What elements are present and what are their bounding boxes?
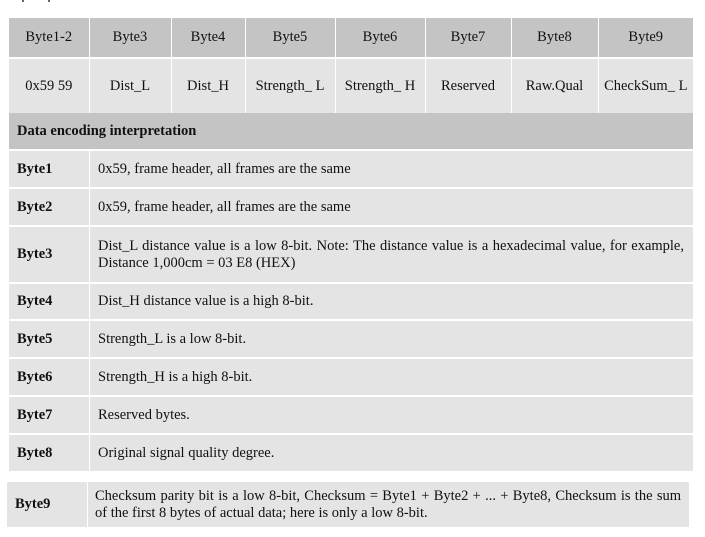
row-description xyxy=(90,359,693,395)
table-row xyxy=(9,359,693,395)
row-description xyxy=(90,189,693,225)
header-cell: Byte7 xyxy=(425,18,511,58)
row-description xyxy=(90,284,693,319)
value-cell: Reserved xyxy=(425,58,511,114)
row-description xyxy=(90,151,693,187)
row-text: Checksum parity bit is a low 8-bit, Checksum = Byte1 + Byte2 + ... + Byte8, Checksum is the sum of the first 8 bytes of actual data; here is only a low 8-bit. xyxy=(95,487,681,521)
row-text: Dist_L distance value is a low 8-bit. Note: The distance value is a hexadecimal value, for example, Distance 1,000cm = 03 E8 (HEX) xyxy=(98,237,684,271)
row-description xyxy=(88,482,689,527)
row-key: Byte3 xyxy=(9,227,90,282)
table-row xyxy=(9,321,693,357)
value-cell: Raw.Qual xyxy=(511,58,598,114)
header-cell: Byte5 xyxy=(245,18,335,58)
header-cell: Byte3 xyxy=(89,18,171,58)
row-text: Reserved bytes. xyxy=(98,406,190,423)
byte-header-row xyxy=(9,18,693,58)
row-key: Byte9 xyxy=(7,482,88,527)
table-row xyxy=(9,435,693,471)
table-row xyxy=(9,397,693,433)
row-text: Dist_H distance value is a high 8-bit. xyxy=(98,293,314,309)
row-text: 0x59, frame header, all frames are the same xyxy=(98,198,351,215)
header-cell: Byte1-2 xyxy=(9,18,89,58)
row-description xyxy=(90,321,693,357)
row-key: Byte6 xyxy=(9,359,90,395)
value-cell: 0x59 59 xyxy=(9,58,89,114)
row-key: Byte5 xyxy=(9,321,90,357)
page-edge-marks xyxy=(22,0,62,4)
row-key: Byte2 xyxy=(9,189,90,225)
table-row xyxy=(9,151,693,187)
header-cell: Byte9 xyxy=(598,18,693,58)
row-text: 0x59, frame header, all frames are the same xyxy=(98,160,351,177)
header-cell: Byte6 xyxy=(335,18,425,58)
row-description xyxy=(90,435,693,471)
byte-layout-table xyxy=(9,18,693,114)
value-cell: Dist_H xyxy=(171,58,245,114)
section-title: Data encoding interpretation xyxy=(9,113,693,149)
value-cell: Dist_L xyxy=(89,58,171,114)
header-cell: Byte4 xyxy=(171,18,245,58)
row-text: Original signal quality degree. xyxy=(98,444,275,461)
row-key: Byte1 xyxy=(9,151,90,187)
table-row xyxy=(7,482,689,527)
row-description xyxy=(90,227,693,282)
row-key: Byte8 xyxy=(9,435,90,471)
table-row xyxy=(9,284,693,319)
row-text: Strength_H is a high 8-bit. xyxy=(98,368,253,385)
table-row xyxy=(9,189,693,225)
row-text: Strength_L is a low 8-bit. xyxy=(98,330,247,347)
byte-value-row xyxy=(9,58,693,114)
value-cell: Strength_ L xyxy=(245,58,335,114)
header-cell: Byte8 xyxy=(511,18,598,58)
value-cell: Strength_ H xyxy=(335,58,425,114)
row-key: Byte4 xyxy=(9,284,90,319)
row-description xyxy=(90,397,693,433)
row-key: Byte7 xyxy=(9,397,90,433)
table-row xyxy=(9,227,693,282)
value-cell: CheckSum_ L xyxy=(598,58,693,114)
